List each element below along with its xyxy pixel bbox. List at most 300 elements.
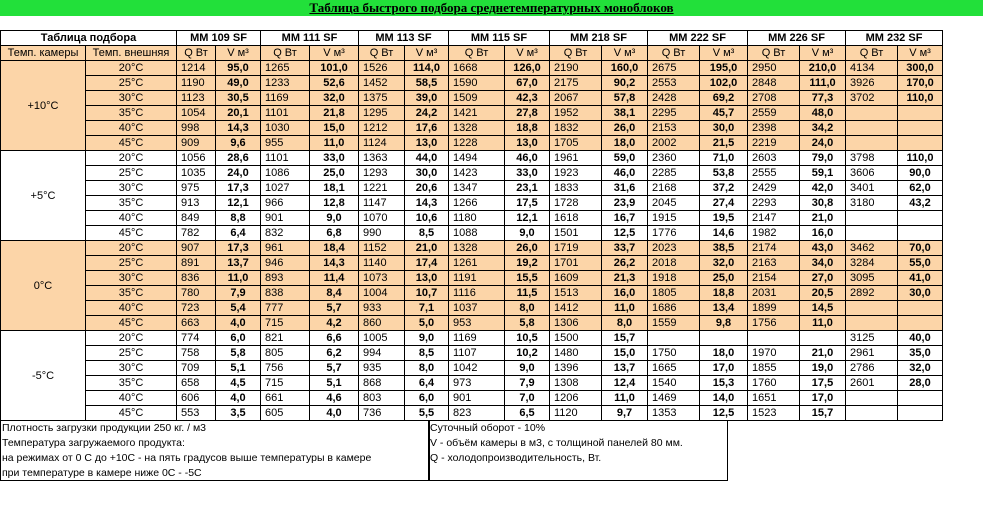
q-value-cell: 1070: [359, 211, 405, 226]
v-value-cell: 90,0: [898, 166, 943, 181]
v-value-cell: [898, 301, 943, 316]
q-value-cell: 3180: [846, 196, 898, 211]
q-value-cell: [748, 331, 800, 346]
q-value-cell: 1152: [359, 241, 405, 256]
v-value-cell: 17,5: [800, 376, 846, 391]
camera-temp-cell: 0°C: [1, 241, 86, 331]
v-value-cell: 24,2: [405, 106, 449, 121]
v-value-cell: 6,6: [310, 331, 359, 346]
v-value-cell: 5,8: [505, 316, 550, 331]
v-value-cell: 71,0: [700, 151, 748, 166]
v-value-cell: 35,0: [898, 346, 943, 361]
v-value-cell: 4,0: [216, 316, 261, 331]
q-value-cell: [846, 211, 898, 226]
q-value-cell: 838: [261, 286, 310, 301]
q-value-cell: 1750: [648, 346, 700, 361]
q-value-cell: 836: [177, 271, 216, 286]
q-value-cell: [648, 331, 700, 346]
q-value-cell: 2786: [846, 361, 898, 376]
q-value-cell: 1480: [550, 346, 602, 361]
q-value-cell: 1228: [449, 136, 505, 151]
v-value-cell: 32,0: [310, 91, 359, 106]
v-value-cell: 14,3: [216, 121, 261, 136]
v-value-cell: 14,3: [310, 256, 359, 271]
q-value-cell: 1169: [449, 331, 505, 346]
v-value-cell: 5,8: [216, 346, 261, 361]
v-value-cell: 32,0: [898, 361, 943, 376]
q-value-cell: 1469: [648, 391, 700, 406]
outside-temp-cell: 30°C: [86, 181, 177, 196]
q-value-cell: 3095: [846, 271, 898, 286]
q-value-cell: [846, 301, 898, 316]
q-value-cell: 1363: [359, 151, 405, 166]
q-value-cell: 1214: [177, 61, 216, 76]
q-value-cell: 1140: [359, 256, 405, 271]
model-header: MM 109 SF: [177, 31, 261, 46]
note-negative-mode: при температуре в камере ниже 0С - -5С: [2, 467, 202, 479]
q-value-cell: [846, 121, 898, 136]
model-header: MM 218 SF: [550, 31, 648, 46]
q-value-cell: 774: [177, 331, 216, 346]
v-value-cell: 69,2: [700, 91, 748, 106]
v-value-cell: 8,0: [602, 316, 648, 331]
v-value-cell: 16,7: [602, 211, 648, 226]
q-value-cell: 1756: [748, 316, 800, 331]
q-value-cell: 1501: [550, 226, 602, 241]
q-subheader: Q Вт: [648, 46, 700, 61]
q-value-cell: 832: [261, 226, 310, 241]
table-row: [1, 76, 943, 91]
q-value-cell: 1526: [359, 61, 405, 76]
q-value-cell: 1719: [550, 241, 602, 256]
q-value-cell: 2168: [648, 181, 700, 196]
q-value-cell: 1618: [550, 211, 602, 226]
v-value-cell: 34,0: [800, 256, 846, 271]
v-value-cell: 5,7: [310, 361, 359, 376]
table-row: [1, 331, 943, 346]
model-header: MM 226 SF: [748, 31, 846, 46]
q-value-cell: 661: [261, 391, 310, 406]
outside-temp-cell: 40°C: [86, 211, 177, 226]
q-value-cell: 2045: [648, 196, 700, 211]
v-value-cell: 30,8: [800, 196, 846, 211]
outside-temp-cell: 30°C: [86, 361, 177, 376]
q-value-cell: 1805: [648, 286, 700, 301]
q-value-cell: 1101: [261, 151, 310, 166]
q-value-cell: 1120: [550, 406, 602, 421]
v-value-cell: 5,0: [405, 316, 449, 331]
v-value-cell: 21,8: [310, 106, 359, 121]
q-value-cell: 1265: [261, 61, 310, 76]
q-value-cell: 1915: [648, 211, 700, 226]
note-positive-mode: на режимах от 0 С до +10С - на пять градусов выше температуры в камере: [2, 452, 372, 464]
q-value-cell: 1293: [359, 166, 405, 181]
q-value-cell: 2285: [648, 166, 700, 181]
q-value-cell: 1668: [449, 61, 505, 76]
v-value-cell: 37,2: [700, 181, 748, 196]
v-value-cell: 17,5: [505, 196, 550, 211]
v-value-cell: 31,6: [602, 181, 648, 196]
v-value-cell: 110,0: [898, 151, 943, 166]
q-value-cell: 1832: [550, 121, 602, 136]
q-value-cell: 1191: [449, 271, 505, 286]
q-value-cell: 1509: [449, 91, 505, 106]
v-value-cell: 15,7: [602, 331, 648, 346]
v-value-cell: 15,0: [310, 121, 359, 136]
v-value-cell: 34,2: [800, 121, 846, 136]
q-value-cell: 821: [261, 331, 310, 346]
v-value-cell: 10,2: [505, 346, 550, 361]
q-value-cell: 1375: [359, 91, 405, 106]
q-value-cell: 1054: [177, 106, 216, 121]
v-value-cell: 24,0: [800, 136, 846, 151]
table-row: [1, 286, 943, 301]
q-value-cell: 1088: [449, 226, 505, 241]
v-value-cell: 7,9: [216, 286, 261, 301]
q-value-cell: [846, 226, 898, 241]
q-value-cell: 1705: [550, 136, 602, 151]
q-value-cell: 1004: [359, 286, 405, 301]
v-value-cell: 7,0: [505, 391, 550, 406]
q-value-cell: 2293: [748, 196, 800, 211]
v-value-cell: 20,6: [405, 181, 449, 196]
q-value-cell: 1918: [648, 271, 700, 286]
v-value-cell: 12,8: [310, 196, 359, 211]
q-value-cell: 961: [261, 241, 310, 256]
v-value-cell: 8,0: [505, 301, 550, 316]
v-value-cell: 43,2: [898, 196, 943, 211]
q-value-cell: 1396: [550, 361, 602, 376]
q-value-cell: 1412: [550, 301, 602, 316]
q-value-cell: 2163: [748, 256, 800, 271]
q-value-cell: 3284: [846, 256, 898, 271]
outside-temp-cell: 40°C: [86, 301, 177, 316]
q-value-cell: 1421: [449, 106, 505, 121]
q-value-cell: 2555: [748, 166, 800, 181]
table-row: [1, 241, 943, 256]
v-value-cell: 110,0: [898, 91, 943, 106]
v-value-cell: 46,0: [602, 166, 648, 181]
v-value-cell: 114,0: [405, 61, 449, 76]
q-value-cell: 1190: [177, 76, 216, 91]
note-product-temp: Температура загружаемого продукта:: [2, 437, 185, 449]
q-value-cell: 1701: [550, 256, 602, 271]
v-value-cell: 21,0: [800, 211, 846, 226]
v-value-cell: 12,1: [505, 211, 550, 226]
q-value-cell: 2428: [648, 91, 700, 106]
outside-temp-cell: 30°C: [86, 91, 177, 106]
v-value-cell: 3,5: [216, 406, 261, 421]
q-value-cell: 994: [359, 346, 405, 361]
v-value-cell: 18,0: [700, 346, 748, 361]
v-value-cell: 53,8: [700, 166, 748, 181]
v-value-cell: 9,8: [700, 316, 748, 331]
v-value-cell: [898, 226, 943, 241]
v-value-cell: 12,5: [602, 226, 648, 241]
v-value-cell: 6,0: [405, 391, 449, 406]
q-value-cell: 1233: [261, 76, 310, 91]
q-value-cell: 2675: [648, 61, 700, 76]
v-value-cell: 4,5: [216, 376, 261, 391]
v-subheader: V м³: [898, 46, 943, 61]
v-subheader: V м³: [505, 46, 550, 61]
q-value-cell: 1513: [550, 286, 602, 301]
q-value-cell: 3606: [846, 166, 898, 181]
table-row: [1, 391, 943, 406]
note-density: Плотность загрузки продукции 250 кг. / м3: [2, 422, 207, 434]
v-value-cell: 20,5: [800, 286, 846, 301]
table-row: [1, 346, 943, 361]
outside-temp-cell: 40°C: [86, 391, 177, 406]
table-row: [1, 211, 943, 226]
outside-temp-cell: 25°C: [86, 76, 177, 91]
v-value-cell: 13,0: [405, 271, 449, 286]
q-value-cell: 907: [177, 241, 216, 256]
q-value-cell: 2190: [550, 61, 602, 76]
model-header: MM 111 SF: [261, 31, 359, 46]
q-value-cell: 1982: [748, 226, 800, 241]
q-subheader: Q Вт: [748, 46, 800, 61]
table-row: [1, 166, 943, 181]
table-row: [1, 151, 943, 166]
outside-temp-cell: 35°C: [86, 286, 177, 301]
table-row: [1, 256, 943, 271]
q-value-cell: 1056: [177, 151, 216, 166]
v-value-cell: 25,0: [700, 271, 748, 286]
v-value-cell: 48,0: [800, 106, 846, 121]
v-value-cell: [898, 391, 943, 406]
v-value-cell: [898, 316, 943, 331]
q-value-cell: 891: [177, 256, 216, 271]
v-value-cell: 15,0: [602, 346, 648, 361]
v-value-cell: 15,5: [505, 271, 550, 286]
q-value-cell: 1086: [261, 166, 310, 181]
q-value-cell: 2553: [648, 76, 700, 91]
q-value-cell: 860: [359, 316, 405, 331]
v-value-cell: 9,7: [602, 406, 648, 421]
note-turnover: Суточный оборот - 10%: [430, 422, 546, 434]
q-value-cell: 1037: [449, 301, 505, 316]
v-value-cell: 27,8: [505, 106, 550, 121]
v-value-cell: 12,5: [700, 406, 748, 421]
q-value-cell: 2295: [648, 106, 700, 121]
q-value-cell: 803: [359, 391, 405, 406]
q-value-cell: 1328: [449, 121, 505, 136]
selection-table: [0, 30, 943, 421]
table-row: [1, 316, 943, 331]
model-header: MM 222 SF: [648, 31, 748, 46]
v-value-cell: 5,5: [405, 406, 449, 421]
v-value-cell: 19,5: [700, 211, 748, 226]
q-value-cell: 1027: [261, 181, 310, 196]
v-value-cell: 8,8: [216, 211, 261, 226]
v-value-cell: 70,0: [898, 241, 943, 256]
q-value-cell: 849: [177, 211, 216, 226]
q-value-cell: 3702: [846, 91, 898, 106]
v-value-cell: 9,6: [216, 136, 261, 151]
q-value-cell: 935: [359, 361, 405, 376]
q-value-cell: 933: [359, 301, 405, 316]
v-subheader: V м³: [310, 46, 359, 61]
v-value-cell: [898, 136, 943, 151]
q-value-cell: 3125: [846, 331, 898, 346]
q-value-cell: 1212: [359, 121, 405, 136]
q-value-cell: 3462: [846, 241, 898, 256]
v-value-cell: 27,0: [800, 271, 846, 286]
v-value-cell: 16,0: [800, 226, 846, 241]
q-value-cell: 715: [261, 376, 310, 391]
table-row: [1, 181, 943, 196]
q-value-cell: 1423: [449, 166, 505, 181]
v-value-cell: 6,0: [216, 331, 261, 346]
v-value-cell: 23,9: [602, 196, 648, 211]
q-value-cell: 1124: [359, 136, 405, 151]
q-value-cell: 2360: [648, 151, 700, 166]
q-value-cell: 1073: [359, 271, 405, 286]
q-value-cell: 868: [359, 376, 405, 391]
table-row: [1, 121, 943, 136]
v-value-cell: 15,3: [700, 376, 748, 391]
v-subheader: V м³: [216, 46, 261, 61]
v-value-cell: 43,0: [800, 241, 846, 256]
v-value-cell: 39,0: [405, 91, 449, 106]
q-value-cell: 901: [261, 211, 310, 226]
outside-temp-cell: 20°C: [86, 61, 177, 76]
model-header: MM 232 SF: [846, 31, 943, 46]
v-value-cell: 77,3: [800, 91, 846, 106]
v-value-cell: 8,4: [310, 286, 359, 301]
v-value-cell: 26,0: [602, 121, 648, 136]
outside-temp-cell: 35°C: [86, 196, 177, 211]
outside-temp-cell: 20°C: [86, 241, 177, 256]
v-value-cell: 5,1: [216, 361, 261, 376]
v-value-cell: 14,6: [700, 226, 748, 241]
q-value-cell: 723: [177, 301, 216, 316]
v-value-cell: 21,3: [602, 271, 648, 286]
v-value-cell: 17,0: [800, 391, 846, 406]
q-value-cell: 1590: [449, 76, 505, 91]
q-value-cell: 955: [261, 136, 310, 151]
outside-temp-cell: 25°C: [86, 166, 177, 181]
q-value-cell: 1206: [550, 391, 602, 406]
camera-temp-cell: +5°C: [1, 151, 86, 241]
v-value-cell: 210,0: [800, 61, 846, 76]
q-value-cell: 913: [177, 196, 216, 211]
q-value-cell: 998: [177, 121, 216, 136]
v-value-cell: 15,7: [800, 406, 846, 421]
v-value-cell: 10,5: [505, 331, 550, 346]
v-subheader: V м³: [602, 46, 648, 61]
v-value-cell: 58,5: [405, 76, 449, 91]
q-value-cell: 966: [261, 196, 310, 211]
v-value-cell: 62,0: [898, 181, 943, 196]
q-value-cell: 1116: [449, 286, 505, 301]
q-value-cell: [846, 406, 898, 421]
q-value-cell: 553: [177, 406, 216, 421]
q-value-cell: 4134: [846, 61, 898, 76]
v-value-cell: 57,8: [602, 91, 648, 106]
banner-title: Таблица быстрого подбора среднетемпературных моноблоков: [0, 0, 983, 16]
q-value-cell: 1295: [359, 106, 405, 121]
v-value-cell: 20,1: [216, 106, 261, 121]
model-header: MM 113 SF: [359, 31, 449, 46]
v-value-cell: 32,0: [700, 256, 748, 271]
q-value-cell: 2023: [648, 241, 700, 256]
v-value-cell: 102,0: [700, 76, 748, 91]
q-value-cell: 1266: [449, 196, 505, 211]
q-value-cell: 1353: [648, 406, 700, 421]
q-value-cell: 756: [261, 361, 310, 376]
v-value-cell: 8,5: [405, 346, 449, 361]
v-value-cell: 12,1: [216, 196, 261, 211]
camera-temp-header: Темп. камеры: [1, 46, 86, 61]
v-value-cell: 17,3: [216, 241, 261, 256]
v-value-cell: 95,0: [216, 61, 261, 76]
q-value-cell: 901: [449, 391, 505, 406]
v-value-cell: 8,5: [405, 226, 449, 241]
q-subheader: Q Вт: [449, 46, 505, 61]
v-value-cell: 10,6: [405, 211, 449, 226]
v-value-cell: 300,0: [898, 61, 943, 76]
v-value-cell: 6,4: [405, 376, 449, 391]
v-value-cell: 101,0: [310, 61, 359, 76]
camera-temp-cell: -5°C: [1, 331, 86, 421]
v-value-cell: 27,4: [700, 196, 748, 211]
q-value-cell: 3926: [846, 76, 898, 91]
v-value-cell: [898, 121, 943, 136]
v-value-cell: 5,4: [216, 301, 261, 316]
v-value-cell: 11,0: [602, 391, 648, 406]
v-value-cell: 59,0: [602, 151, 648, 166]
v-value-cell: 42,3: [505, 91, 550, 106]
v-value-cell: 33,0: [310, 151, 359, 166]
v-subheader: V м³: [700, 46, 748, 61]
v-value-cell: 19,2: [505, 256, 550, 271]
v-subheader: V м³: [800, 46, 846, 61]
q-value-cell: 1952: [550, 106, 602, 121]
q-value-cell: 1035: [177, 166, 216, 181]
q-value-cell: 1651: [748, 391, 800, 406]
q-value-cell: 758: [177, 346, 216, 361]
v-value-cell: 11,5: [505, 286, 550, 301]
q-value-cell: 1042: [449, 361, 505, 376]
q-value-cell: 2154: [748, 271, 800, 286]
q-value-cell: 2018: [648, 256, 700, 271]
q-value-cell: 909: [177, 136, 216, 151]
q-subheader: Q Вт: [261, 46, 310, 61]
v-value-cell: 18,8: [505, 121, 550, 136]
table-row: [1, 106, 943, 121]
q-value-cell: 1760: [748, 376, 800, 391]
q-value-cell: 1500: [550, 331, 602, 346]
q-value-cell: 736: [359, 406, 405, 421]
v-value-cell: 11,0: [216, 271, 261, 286]
v-value-cell: 9,0: [310, 211, 359, 226]
q-value-cell: 2153: [648, 121, 700, 136]
q-value-cell: 990: [359, 226, 405, 241]
v-value-cell: 45,7: [700, 106, 748, 121]
outside-temp-header: Темп. внешняя: [86, 46, 177, 61]
v-value-cell: 21,0: [800, 346, 846, 361]
v-value-cell: 41,0: [898, 271, 943, 286]
q-value-cell: 3798: [846, 151, 898, 166]
v-value-cell: 160,0: [602, 61, 648, 76]
v-value-cell: 4,0: [216, 391, 261, 406]
q-subheader: Q Вт: [359, 46, 405, 61]
q-value-cell: 1101: [261, 106, 310, 121]
q-value-cell: [846, 106, 898, 121]
v-value-cell: 23,1: [505, 181, 550, 196]
